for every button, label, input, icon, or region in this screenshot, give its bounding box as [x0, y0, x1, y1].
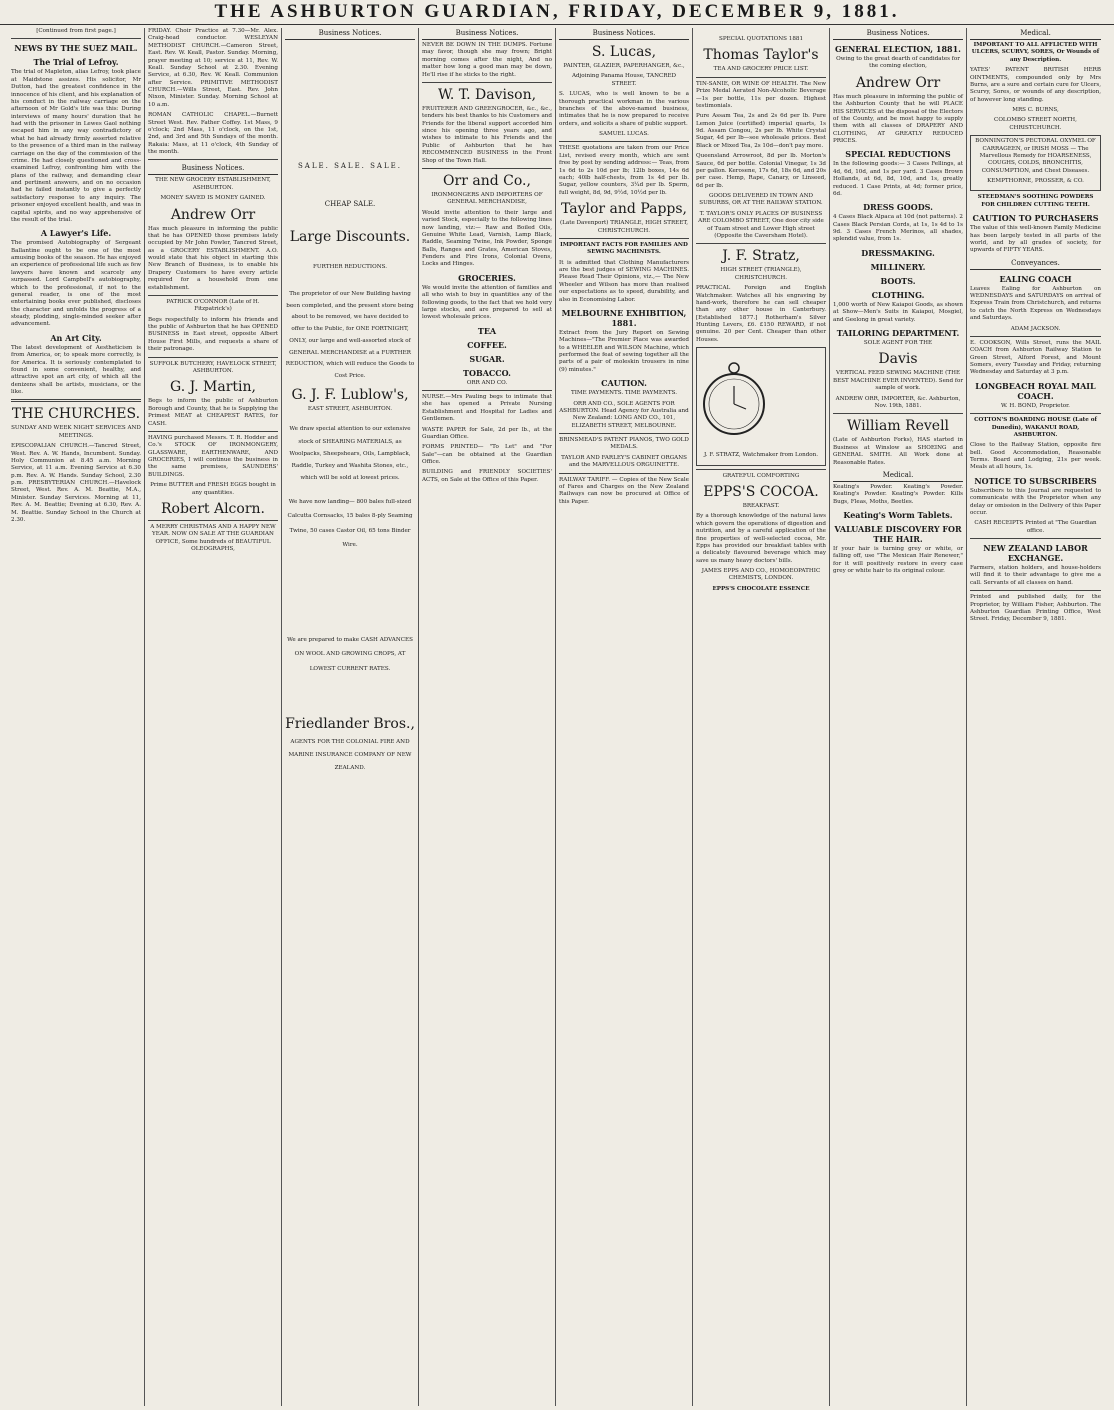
lucas-ad: S. LUCAS, who is well known to be a thorough practical workman in the various branches of the above-named business, intimates that he is now prepared to receive orders, and solicits a share of public support.	[559, 91, 689, 127]
orr-name: Andrew Orr	[170, 206, 256, 223]
davis-ad: VERTICAL FEED SEWING MACHINE (THE BEST MACHINE EVER INVENTED). Send for sample of work.	[833, 370, 963, 392]
millinery-heading: MILLINERY.	[870, 261, 926, 272]
notices-header: Business Notices.	[148, 163, 278, 175]
medical-header: Medical.	[970, 28, 1101, 40]
reductions-list: In the following goods:— 3 Cases Fellings, at 4d, 6d, 10d, and 1s per yard. 3 Cases Brown Hollands, at 6d, 8d, 10d, and 1s, greatly reduced. 1 Case Prints, at 4d; former price, 6d.	[833, 161, 963, 197]
special-heading: SPECIAL QUOTATIONS 1881	[718, 36, 803, 42]
cash-receipts: CASH RECEIPTS Printed at "The Guardian office.	[974, 520, 1097, 534]
epps-name: EPPS'S COCOA.	[703, 483, 819, 500]
building-acts-ad: BUILDING and FRIENDLY SOCIETIES' ACTS, on Sale at the Office of this Paper.	[422, 469, 552, 483]
nurse-ad: NURSE.—Mrs Pauling begs to intimate that she has opened a Private Nursing Establishment and Hospital for Ladies and Gentlemen.	[422, 394, 552, 423]
worm-tablets-heading: Keating's Worm Tablets.	[843, 510, 953, 521]
taylor-papps-address: (Late Davenport) TRIANGLE, HIGH STREET, CHRISTCHURCH.	[559, 220, 689, 234]
shearing-ad: We draw special attention to our extensive stock of SHEARING MATERIALS, as Woolpacks, Sheepshears, Oils, Lampblack, Raddle, Turkey and Washita Stones, etc., which will be sold at lowest prices.	[289, 426, 411, 482]
payments-heading: TIME PAYMENTS. TIME PAYMENTS.	[570, 390, 678, 397]
sugar-heading: SUGAR.	[469, 353, 505, 364]
election-heading: GENERAL ELECTION, 1881.	[835, 44, 961, 54]
sole-agent-heading: SOLE AGENT FOR THE	[863, 339, 933, 346]
groceries-heading: GROCERIES.	[458, 272, 516, 283]
lublow-name: G. J. F. Lublow's,	[291, 386, 409, 403]
column-2	[145, 28, 282, 1406]
alcorn-name: Robert Alcorn.	[160, 500, 265, 517]
facts-heading: IMPORTANT FACTS FOR FAMILIES AND SEWING MACHINISTS.	[560, 241, 688, 256]
column-1	[8, 28, 145, 1406]
column-8	[967, 28, 1104, 1406]
lublow-ad: The proprietor of our New Building having been completed, and the present store being about to be removed, we have decided to offer to the Public, for ONE FORTNIGHT, ONLY, our large and well-assorted stock of GENERAL MERCHANDISE at a FURTHER REDUCTION, which will reduce the Goods to Cost Price.	[285, 290, 415, 380]
ealing-ad: Leaves Ealing for Ashburton on WEDNESDAYS and SATURDAYS on arrival of Express Train from Christchurch, and returns to catch the North Express on Wednesdays and Saturdays.	[970, 285, 1101, 322]
medical-header: Medical.	[833, 470, 963, 482]
column-5	[556, 28, 693, 1406]
friedlander-name: Friedlander Bros.,	[285, 716, 415, 733]
election-text: Owing to the great dearth of candidates for the coming election,	[836, 56, 960, 70]
caution-purchasers-heading: CAUTION TO PURCHASERS	[972, 213, 1099, 224]
hair-heading: VALUABLE DISCOVERY FOR THE HAIR.	[834, 524, 962, 545]
grateful-heading: GRATEFUL COMFORTING	[722, 472, 800, 479]
melbourne-heading: MELBOURNE EXHIBITION, 1881.	[561, 307, 687, 328]
stratz-watch-box	[696, 347, 826, 465]
notices-header: Business Notices.	[422, 28, 552, 40]
davison-name: W. T. Davison,	[437, 86, 537, 103]
oxymel-ad: BONNINGTON'S PECTORAL OXYMEL OF CARRAGEEN, or IRISH MOSS — The Marvellous Remedy for HOARSENESS, COUGHS, COLDS, BRONCHITIS, CONSUMPTION, and Chest Diseases.	[975, 138, 1096, 174]
tea-heading: TEA	[477, 325, 497, 336]
column-3	[282, 28, 419, 1406]
catholic-listing: ROMAN CATHOLIC CHAPEL.—Burnett Street West. Rev. Father Coffey. 1st Mass, 9 o'clock; 2nd Mass, 11 o'clock, on the 1st, 2nd, and 3rd and 5th Sundays of the month. Rakaia: Mass, at 11 o'clock, 4th Sunday of the month.	[148, 112, 278, 155]
epps-signature: JAMES EPPS AND CO., HOMOEOPATHIC CHEMISTS, LONDON.	[701, 568, 821, 582]
large-discounts: Large Discounts.	[289, 229, 411, 246]
reductions-heading: SPECIAL REDUCTIONS	[845, 149, 951, 160]
butter-note: Prime BUTTER and FRESH EGGS bought in any quantities.	[150, 482, 276, 496]
revell-name: William Revell	[846, 418, 950, 435]
burns-name: MRS C. BURNS,	[1012, 107, 1059, 113]
forms-ad: FORMS PRINTED— "To Let" and "For Sale"—can be obtained at the Guardian Office.	[422, 444, 552, 466]
trial-article: The trial of Mapleton, alias Lefroy, took place at Maidstone assizes. His solicitor, Mr Dutton, had the greatest confidence in the innocence of his client, and his explanation of his conduct in the railway carriage on the afternoon of Mr Gold's life was this: During interviews of many hours' duration that he had with the prisoner in Lewes Gaol nothing escaped him in any way contradictory of what he had already firmly asserted relative to the presence of a third man in the railway carriage on the day of the commission of the crime. He had closely questioned and cross-examined Lefroy, confronting him with the plans of the railway, and demanding clear and pertinent answers, and on no occasion had he failed instantly to give a perfectly satisfactory response to any inquiry. The prisoner enjoyed excellent health, and was in capital spirits, and no way apprehensive of the result of the trial.	[11, 69, 141, 223]
notice-text: Subscribers to this Journal are requested to communicate with the Proprietor when any delay or omission in the Delivery of this Paper occur.	[970, 487, 1101, 516]
lawyer-article: The promised Autobiography of Sergeant Ballantine ought to be one of the most amusing books of the season. He has enjoyed an experience of professional life such as few lawyers have known and scarcely any surpassed. Lord Campbell's autobiography, which to the professional, if not to the general reader, is one of the most entertaining books ever published, discloses the character and unfolds the progress of a steady, plodding, single-minded seeker after advancement.	[11, 240, 141, 328]
churches-listing: EPISCOPALIAN CHURCH.—Tancred Street, West. Rev. A. W. Hands, Incumbent. Sunday. Holy Communion at 8.45 a.m. Morning Service, at 11 a.m. Evening Service at 6.30 p.m. Rev. A. W. Hands. Sunday School, 2.30 p.m. PRESBYTERIAN CHURCH.—Havelock Street, West. Rev. A. M. Beattie, M.A., Minister. Sunday Services. Morning at 11, Rev. A. M. Beattie; Evening at 6.30, Rev. A. M. Beattie. Sunday School in the Church at 2.30.	[11, 443, 141, 523]
keating-ad: Keating's Powder. Keating's Powder. Keating's Powder. Keating's Powder. Kills Bugs, Fleas, Moths, Beetles.	[833, 483, 963, 505]
grocery-subheading: MONEY SAVED IS MONEY GAINED.	[160, 195, 266, 202]
notices-header: Business Notices.	[833, 28, 963, 40]
tea-prices: Pure Assam Tea, 2s and 2s 6d per lb. Pure Lemon Juice (certified) imperial quarts, 1s 9d. Assam Congou, 2s per lb. White Crystal Sugar, 4d per lb—see wholesale prices. Best Black or Mixed Tea, 2s 10d—don't pay more.	[696, 113, 826, 149]
taylor-papps-name: Taylor and Papps,	[560, 201, 688, 218]
clothing-text: 1,000 worth of New Kaiapoi Goods, as shown at Show—Men's Suits in Kaiapoi, Mosgiel, and Geelong in great variety.	[833, 301, 963, 323]
thomas-taylor-name: Thomas Taylor's	[703, 47, 819, 64]
column-6	[693, 28, 830, 1406]
davison-ad: FRUITERER AND GREENGROCER, &c., &c., tenders his best thanks to his Customers and Friends for the liberal support accorded him since his opening three years ago, and wishes to intimate to his Friends and the Public of Ashburton that he has RECOMMENCED BUSINESS in the Front Shop of the Town Hall.	[422, 105, 552, 164]
cheap-sale: CHEAP SALE.	[324, 200, 376, 209]
notice-heading: NOTICE TO SUBSCRIBERS	[974, 475, 1097, 486]
oxymel-box	[970, 135, 1101, 191]
churches-subheading: SUNDAY AND WEEK NIGHT SERVICES AND MEETINGS.	[11, 425, 141, 439]
epps-ad: By a thorough knowledge of the natural laws which govern the operations of digestion and nutrition, and by a careful application of the fine properties of well-selected cocoa, Mr. Epps has provided our breakfast tables with a delicately flavoured beverage which may save us many heavy doctors' bills.	[696, 513, 826, 564]
melbourne-text: Extract from the Jury Report on Sewing Machines—"The Premier Place was awarded to a WHEELER and WILSON Machine, which performed the feat of sewing together all the parts of a pair of moleskin trousers in nine (9) minutes."	[559, 329, 689, 373]
caution-heading: CAUTION.	[601, 378, 647, 389]
price-list: THESE quotations are taken from our Price List, revised every month, which are sent free by post by sending address:— Teas, from 1s 6d to 2s 10d per lb; 12lb boxes, 14s 6d each; 40lb half-chests, from 1s 4d per lb. Sugar, yellow counters, 3¼d per lb. Sperm, full weight, 8d, 9d, 9½d, 10½d per lb.	[559, 145, 689, 196]
groceries-text: We would invite the attention of families and all who wish to buy in quantities any of the following goods, to the fact that we hold very large stocks, and are prepared to sell at lowest wholesale prices.	[422, 284, 552, 321]
martin-name: G. J. Martin,	[170, 379, 256, 396]
ealing-heading: EALING COACH	[999, 273, 1072, 284]
orr-co-stock: Would invite attention to their large and varied Stock, especially to the following lines now landing, viz:— Raw and Boiled Oils, Genuine White Lead, Varnish, Lamp Black, Raddle, Seaming Twine, Ink Powder, Sponge Balls, Ranges and Grates, American Stoves, Fenders and Fire Irons, Colonial Ovens, Locks and Hinges.	[422, 209, 552, 268]
orr-signature: ANDREW ORR, IMPORTER, &c. Ashburton, Nov. 19th, 1881.	[835, 395, 961, 409]
oconnor-ad: Begs respectfully to inform his friends and the public of Ashburton that he has OPENED BUSINESS in East street, opposite Albert House First Mills, and requests a share of their patronage.	[148, 316, 278, 353]
railway-tariff: RAILWAY TARIFF. — Copies of the New Scale of Fares and Charges on the New Zealand Railways can now be procured at Office of this Paper.	[559, 476, 689, 505]
clothing-heading: CLOTHING.	[871, 289, 925, 300]
orr-co-subheading: IRONMONGERS AND IMPORTERS OF GENERAL MERCHANDISE,	[431, 192, 543, 206]
thomas-taylor-sub: TEA AND GROCERY PRICE LIST.	[713, 66, 809, 73]
caution-text: The value of this well-known Family Medicine has been largely tested in all parts of the world, and by all grades of society, for upwards of FIFTY YEARS.	[970, 225, 1101, 254]
breakfast-label: BREAKFAST.	[742, 503, 780, 510]
agents-text: ORR AND CO., SOLE AGENTS FOR ASHBURTON. Head Agency for Australia and New Zealand: LONG AND CO., 101, ELIZABETH STREET, MELBOURNE.	[559, 400, 689, 429]
tin-sanie-ad: TIN-SANIE, OR WINE OF HEALTH. The New Prize Medal Aerated Non-Alcoholic Beverage—1s per bottle, 11s per dozen. Highest testimonials.	[696, 80, 826, 109]
dress-heading: DRESS GOODS.	[863, 202, 933, 213]
stock-landing: We have now landing— 800 bales full-sized Calcutta Cornsacks, 15 bales 8-ply Seaming Twine, 50 cases Castor Oil, 65 tons Binder Wire.	[287, 498, 413, 549]
stratz-name: J. F. Stratz,	[722, 248, 800, 265]
sale-heading: SALE. SALE. SALE.	[298, 162, 402, 170]
lucas-signature: SAMUEL LUCAS.	[599, 131, 649, 138]
grocery-heading: THE NEW GROCERY ESTABLISHMENT, ASHBURTON.	[155, 177, 271, 191]
printer-imprint: Printed and published daily, for the Proprietor, by William Fisher, Ashburton. The Ashburton Guardian Printing Office, West Street. Friday, December 9, 1881.	[970, 594, 1101, 623]
hair-ad: If your hair is turning grey or white, or falling off, use "The Mexican Hair Renewer," for it will positively restore in every case grey or white hair to its original colour.	[833, 546, 963, 575]
lawyer-heading: A Lawyer's Life.	[40, 228, 112, 239]
orr-co-name: Orr and Co.,	[443, 172, 531, 189]
wesleyan-listing: FRIDAY. Choir Practice at 7.30—Mr. Alex. Craig-head conductor. WESLEYAN METHODIST CHURCH.—Cameron Street, East. Rev. W. Keall, Pastor. Sunday. Morning, prayer meeting at 10; service at 11, Rev. W. Keall. Sunday School at 2.30. Evening Service, at 6.30, Rev. W. Keall. Communion after Service. PRIMITIVE METHODIST CHURCH.—Wills Street, East. Rev. John Nixon, Minister. Sunday. Morning School at 10 a.m.	[148, 28, 278, 108]
nz-labor-heading: NEW ZEALAND LABOR EXCHANGE.	[983, 543, 1088, 563]
revell-ad: (Late of Ashburton Forks), HAS started in Business at Winslow as SHOEING and GENERAL SMITH. All Work done at Reasonable Rates.	[833, 437, 963, 466]
cotton-ad: Close to the Railway Station, opposite fire bell. Good Accommodation, Reasonable Terms. Board and Lodging, 21s per week. Meals at all hours, 1s.	[970, 442, 1101, 471]
oconnor-heading: PATRICK O'CONNOR (Late of H. Fitzpatrick's)	[166, 298, 260, 313]
davis-name: Davis	[878, 351, 918, 368]
lucas-address: Adjoining Panama House, TANCRED STREET.	[571, 73, 677, 87]
column-7	[830, 28, 967, 1406]
pocket-watch-icon	[699, 354, 769, 444]
trial-heading: The Trial of Lefroy.	[33, 57, 119, 68]
steedman-heading: STEEDMAN'S SOOTHING POWDERS FOR CHILDREN CUTTING TEETH.	[977, 194, 1094, 208]
lucas-trade: PAINTER, GLAZIER, PAPERHANGER, &c.,	[563, 63, 685, 70]
facts-text: It is admitted that Clothing Manufacturers are the best judges of SEWING MACHINES. Please Read Their Opinions, viz.,— The New Wheeler and Wilson has more than realised our expectations as to speed, durability, and also in Economising Labor.	[559, 259, 689, 303]
column-4	[419, 28, 556, 1406]
burns-address: COLOMBO STREET NORTH, CHRISTCHURCH.	[994, 117, 1077, 131]
tobacco-heading: TOBACCO.	[463, 367, 511, 378]
dumps-poem: NEVER BE DOWN IN THE DUMPS. Fortune may favor, though she may frown; Bright morning comes after the night, And no matter how long a good man may be down, He'll rise if he sticks to the right.	[422, 42, 552, 78]
lublow-address: EAST STREET, ASHBURTON.	[307, 405, 393, 412]
longbeach-heading: LONGBEACH ROYAL MAIL COACH.	[975, 380, 1096, 401]
nz-labor-ad: Farmers, station holders, and house-holders will find it to their advantage to give me a call. Servants of all classes on hand.	[970, 565, 1101, 586]
lucas-name: S. Lucas,	[591, 44, 657, 60]
christmas-ad: A MERRY CHRISTMAS AND A HAPPY NEW YEAR. NOW ON SALE AT THE GUARDIAN OFFICE, Some hundreds of BEAUTIFUL OLEOGRAPHS,	[150, 524, 276, 553]
hodder-ad: HAVING purchased Messrs. T. R. Hodder and Co.'s STOCK OF IRONMONGERY, GLASSWARE, EARTHENWARE, AND GROCERIES, I will continue the business in the same premises, SAUNDERS' BUILDINGS.	[148, 434, 278, 478]
art-article: The latest development of Aestheticism is from America, or, to speak more correctly, is for America. It is seriously contemplated to found in some convenient, healthy, and attractive spot an art city, of which all the denizens shall be artists, musicians, or the like.	[11, 344, 141, 395]
yates-ad: YATES' PATENT BRITISH HERB OINTMENTS, compounded only by Mrs Burns, are a sure and certain cure for Ulcers, Scurvy, Sores, or wounds of any description, of however long standing.	[970, 67, 1101, 103]
delivery-note: GOODS DELIVERED IN TOWN AND SUBURBS, OR AT THE RAILWAY STATION.	[699, 193, 823, 207]
epps-essence: EPPS'S CHOCOLATE ESSENCE	[712, 585, 810, 592]
conveyances-header: Conveyances.	[970, 258, 1101, 270]
orr-grocery-ad: Has much pleasure in informing the public that he has OPENED those premises lately occupied by Mr John Fowler, Tancred Street, as a GROCERY ESTABLISHMENT. A.O. would state that his object in starting this New Branch of Business, is to enable his Drapery Customers to have every article required for a household from one establishment.	[148, 225, 278, 291]
notices-header: Business Notices.	[285, 28, 415, 40]
continued-note: [Continued from first page.]	[36, 28, 116, 34]
orr-drapery-ad: Has much pleasure in informing the public of the Ashburton County that he will PLACE HIS SERVICES at the disposal of the Electors of the County, and be most happy to supply them with all classes of DRAPERY AND CLOTHING, AT GREATLY REDUCED PRICES.	[833, 93, 963, 145]
ulcers-heading: IMPORTANT TO ALL AFFLICTED WITH ULCERS, SCURVY, SORES, Or Wounds of any Description.	[971, 42, 1100, 63]
martin-ad: Begs to inform the public of Ashburton Borough and County, that he is Supplying the Primest MEAT at CHEAPEST RATES, for CASH.	[148, 398, 278, 427]
further-reductions: FURTHER REDUCTIONS.	[313, 263, 387, 270]
taylor-places: T. TAYLOR'S ONLY PLACES OF BUSINESS ARE COLOMBO STREET, One door city side of Tuam street and Lower High street (Opposite the Caversham Hotel).	[698, 210, 824, 239]
cookson-ad: E. COOKSON, Wills Street, runs the MAIL COACH from Ashburton Railway Station to Green Street, Alford Forest, and Mount Somers, every Tuesday and Friday, returning Wednesday and Saturday at 3 p.m.	[970, 339, 1101, 376]
friedlander-ad: AGENTS FOR THE COLONIAL FIRE AND MARINE INSURANCE COMPANY OF NEW ZEALAND.	[288, 738, 412, 772]
orr-co-signature: ORR AND CO.	[466, 379, 508, 386]
dress-list: 4 Cases Black Alpaca at 10d (not patterns). 2 Cases Black Persian Cords, at 1s, 1s 4d to 1s 9d. 3 Cases French Merinos, all shades, splendid value, from 1s.	[833, 214, 963, 243]
butchery-heading: SUFFOLK BUTCHERY, HAVELOCK STREET, ASHBURTON.	[149, 360, 277, 374]
brinsmead-ad: BRINSMEAD'S PATENT PIANOS, TWO GOLD MEDALS.	[559, 437, 689, 451]
art-heading: An Art City.	[50, 332, 102, 343]
cotton-heading: COTTON'S BOARDING HOUSE (Late of Dunedin), WAKANUI ROAD, ASHBURTON.	[974, 417, 1097, 438]
boots-heading: BOOTS.	[880, 275, 916, 286]
kempthorne-name: KEMPTHORNE, PROSSER, & CO.	[987, 178, 1084, 184]
coffee-heading: COFFEE.	[467, 339, 507, 350]
stratz-ad: PRACTICAL Foreign and English Watchmaker. Watches all his engraving by hand-work, therefore he can sell cheaper than any other house in Canterbury. [Established 1877.] Rotherham's Silver Hunting Levers, £6. £150 REWARD, if not genuine. 20 per Cent. Cheaper than other Houses.	[696, 285, 826, 343]
sundry-prices: Queensland Arrowroot, 8d per lb. Morton's Sauce, 6d per bottle. Colonial Vinegar, 1s 3d per gallon. Kerosene, 17s 6d, 18s 6d, and 20s per case. Hemp, Rape, Canary, or Linseed, 6d per lb.	[696, 153, 826, 189]
churches-heading: THE CHURCHES.	[11, 406, 141, 423]
longbeach-signature: W. H. BOND, Proprietor.	[1001, 402, 1070, 409]
watch-caption: J. F. STRATZ, Watchmaker from London.	[703, 452, 819, 459]
stratz-address: HIGH STREET (TRIANGLE), CHRISTCHURCH.	[720, 267, 802, 281]
columns	[8, 28, 1108, 1406]
notices-header: Business Notices.	[559, 28, 689, 40]
tailoring-heading: TAILORING DEPARTMENT.	[836, 327, 960, 338]
orr-name: Andrew Orr	[855, 74, 941, 91]
dressmaking-heading: DRESSMAKING.	[861, 247, 935, 258]
ealing-signature: ADAM JACKSON.	[1010, 325, 1061, 332]
organs-ad: TAYLOR AND FARLEY'S CABINET ORGANS and the MARVELLOUS ORGUINETTE.	[561, 454, 687, 469]
masthead: THE ASHBURTON GUARDIAN, FRIDAY, DECEMBER 9, 1881.	[0, 0, 1114, 25]
mail-heading: NEWS BY THE SUEZ MAIL.	[14, 43, 138, 54]
cash-advances: We are prepared to make CASH ADVANCES ON WOOL AND GROWING CROPS, AT LOWEST CURRENT RATES.	[287, 636, 413, 672]
waste-paper-ad: WASTE PAPER for Sale, 2d per lb., at the Guardian Office.	[422, 426, 552, 440]
